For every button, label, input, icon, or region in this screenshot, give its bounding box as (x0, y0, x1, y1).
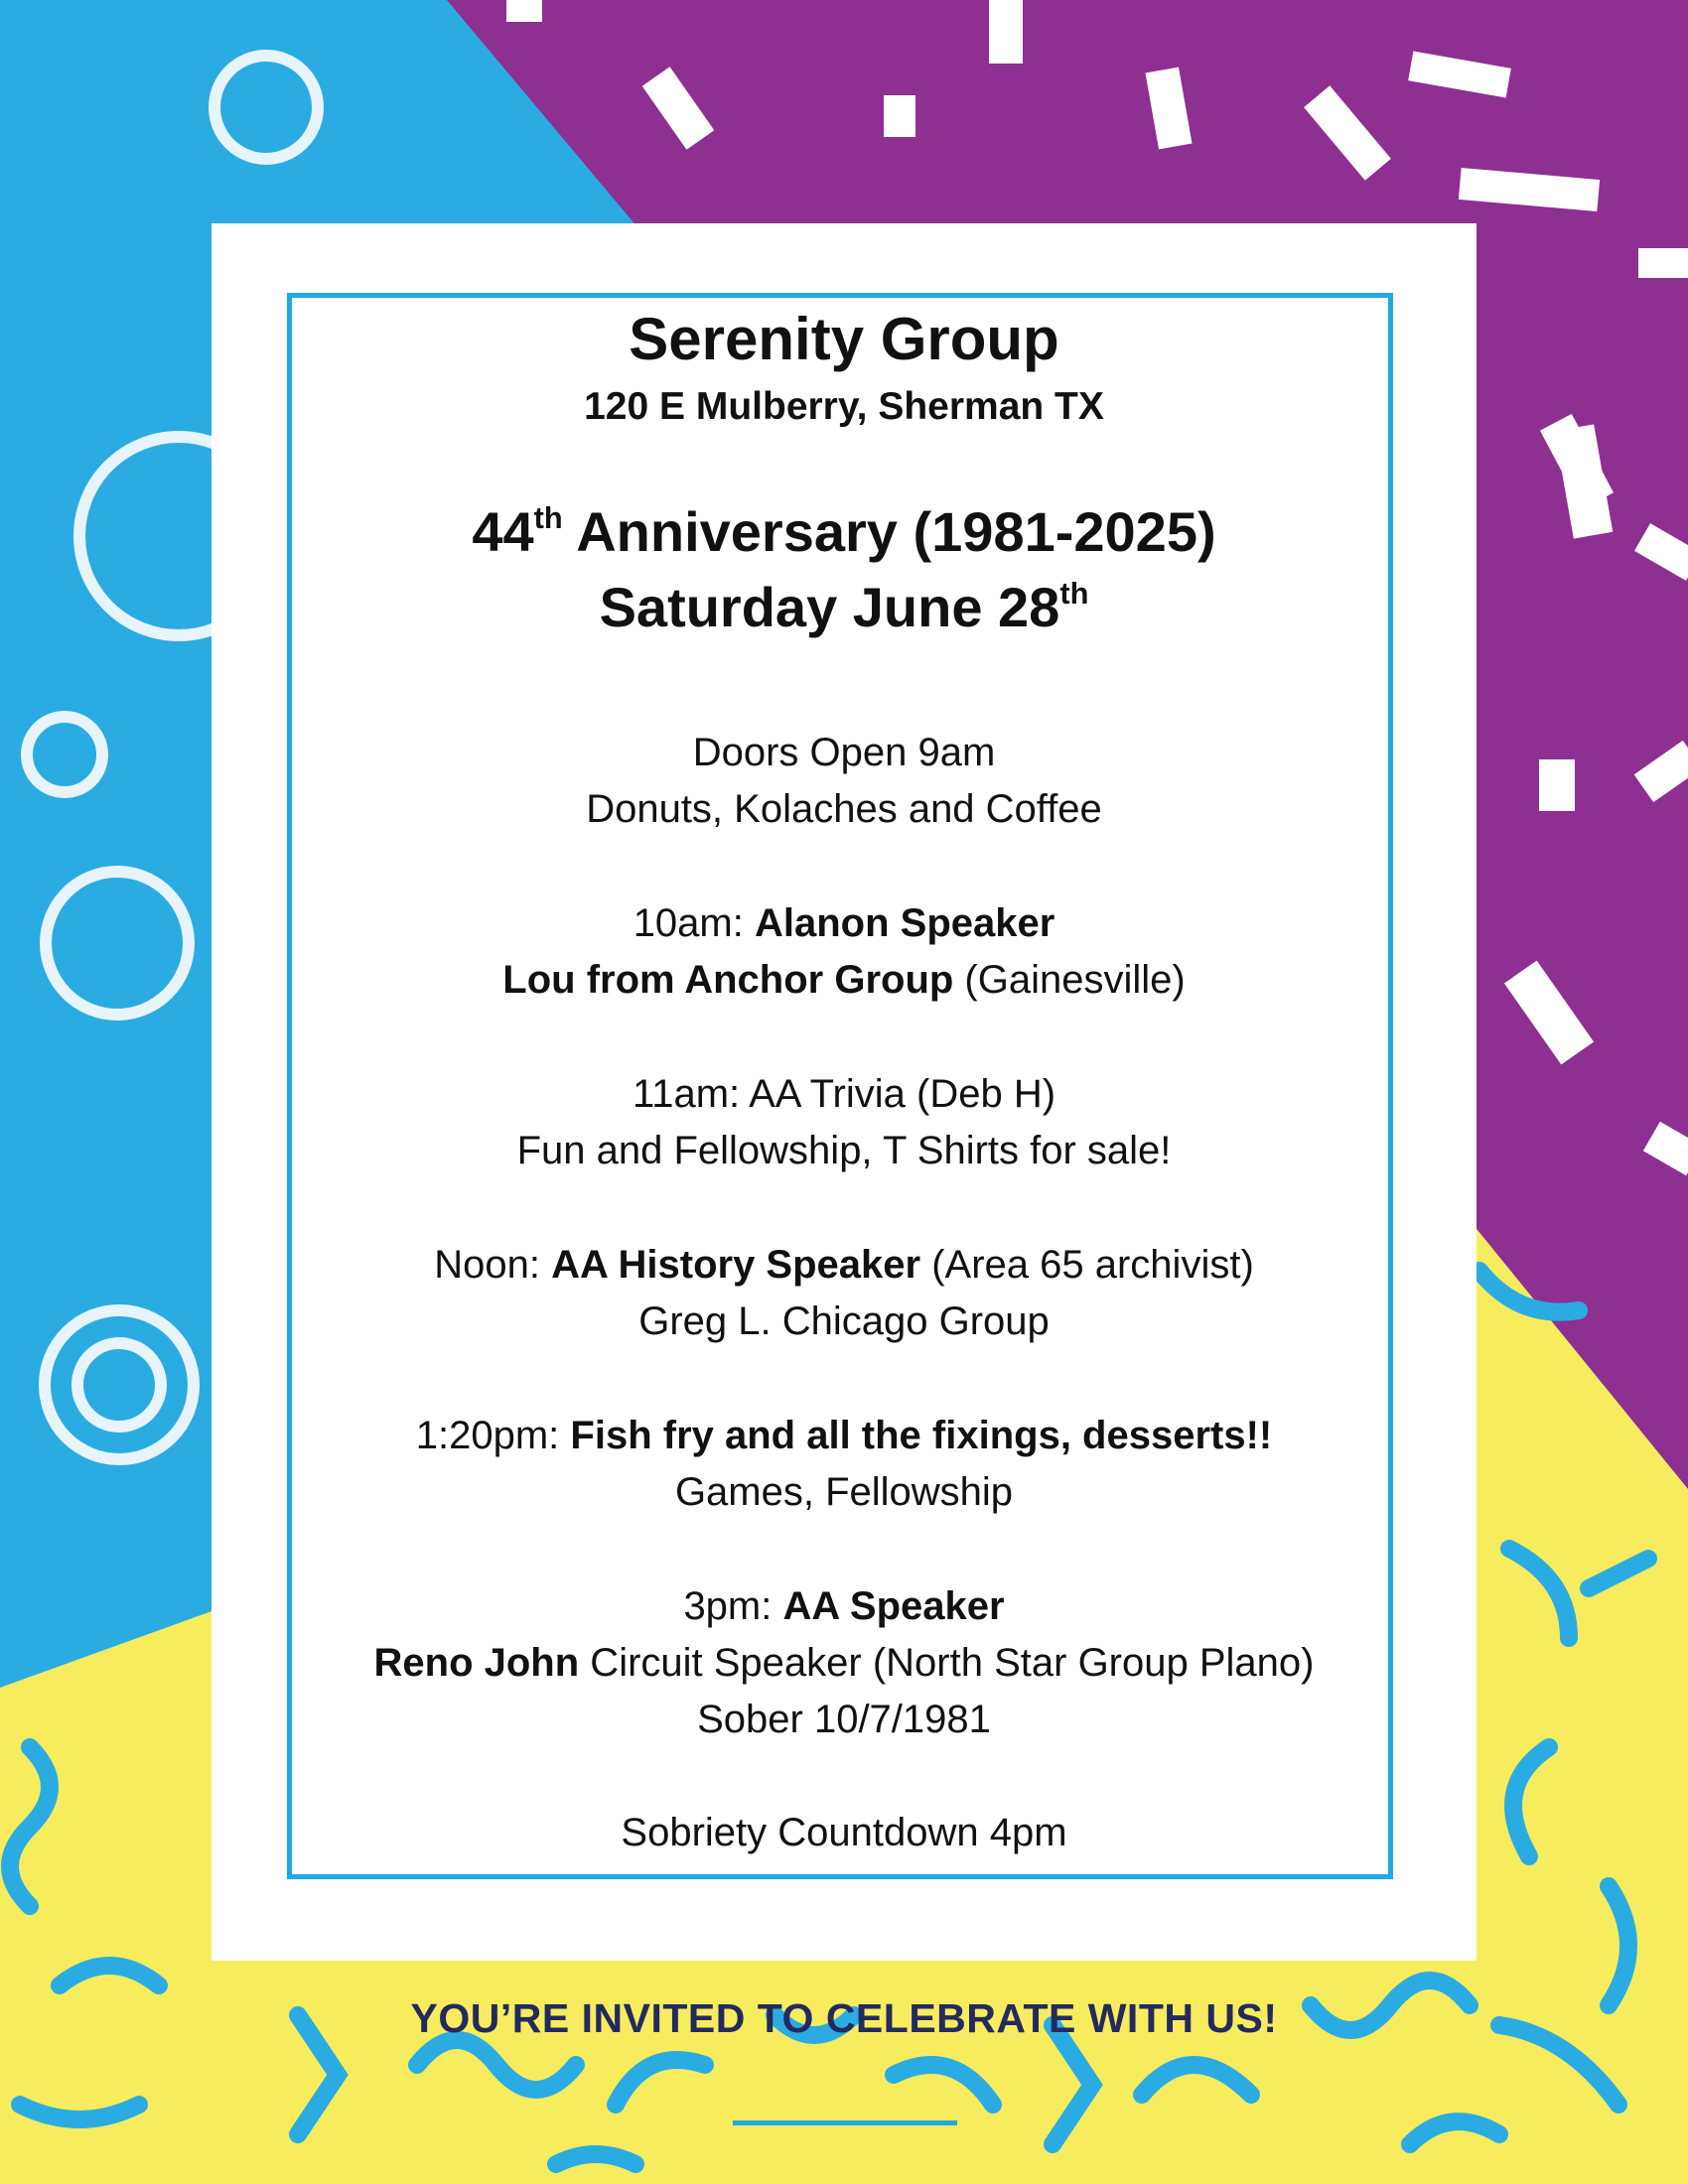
event-date-text: Saturday June 28 (599, 576, 1060, 638)
invitation-card (211, 223, 1477, 1961)
alanon-speaker: Lou from Anchor Group (502, 958, 954, 1002)
decorative-underline (733, 2120, 957, 2125)
invitation-banner: YOU’RE INVITED TO CELEBRATE WITH US! (410, 1995, 1278, 2041)
alanon-location: (Gainesville) (953, 958, 1186, 1002)
sobriety-countdown: Sobriety Countdown 4pm (621, 1811, 1067, 1854)
anniversary-number: 44 (472, 500, 534, 563)
aa-speaker-note: Circuit Speaker (North Star Group Plano) (579, 1641, 1315, 1685)
fish-label: Fish fry and all the fixings, desserts!! (570, 1414, 1273, 1457)
breakfast-items: Donuts, Kolaches and Coffee (586, 787, 1102, 831)
anniversary-suffix: th (533, 499, 563, 535)
history-note: (Area 65 archivist) (920, 1243, 1254, 1287)
aa-speaker-name: Reno John (373, 1641, 580, 1685)
event-date (211, 575, 1477, 639)
anniversary-text: Anniversary (1981-2025) (562, 500, 1216, 563)
doors-open: Doors Open 9am (692, 731, 996, 774)
aa-label: AA Speaker (782, 1584, 1005, 1628)
fellowship-line: Fun and Fellowship, T Shirts for sale! (516, 1129, 1172, 1172)
anniversary-heading (211, 499, 1477, 564)
history-speaker: Greg L. Chicago Group (638, 1299, 1050, 1343)
fish-fry-line (211, 1411, 1477, 1460)
group-address: 120 E Mulberry, Sherman TX (584, 385, 1104, 428)
aa-speaker-line (211, 1581, 1477, 1631)
trivia-line: 11am: AA Trivia (Deb H) (632, 1072, 1056, 1116)
group-title: Serenity Group (629, 306, 1059, 372)
history-line (211, 1240, 1477, 1290)
event-date-suffix: th (1059, 575, 1089, 611)
alanon-speaker-line (211, 955, 1477, 1005)
history-time: Noon: (434, 1243, 552, 1287)
games-line: Games, Fellowship (674, 1470, 1014, 1514)
alanon-time: 10am: (633, 901, 755, 945)
aa-time: 3pm: (683, 1584, 783, 1628)
aa-sober-date: Sober 10/7/1981 (697, 1698, 991, 1741)
alanon-line (211, 898, 1477, 948)
history-label: AA History Speaker (551, 1243, 921, 1287)
alanon-label: Alanon Speaker (754, 901, 1055, 945)
fish-time: 1:20pm: (415, 1414, 571, 1457)
aa-speaker-name-line (211, 1638, 1477, 1688)
